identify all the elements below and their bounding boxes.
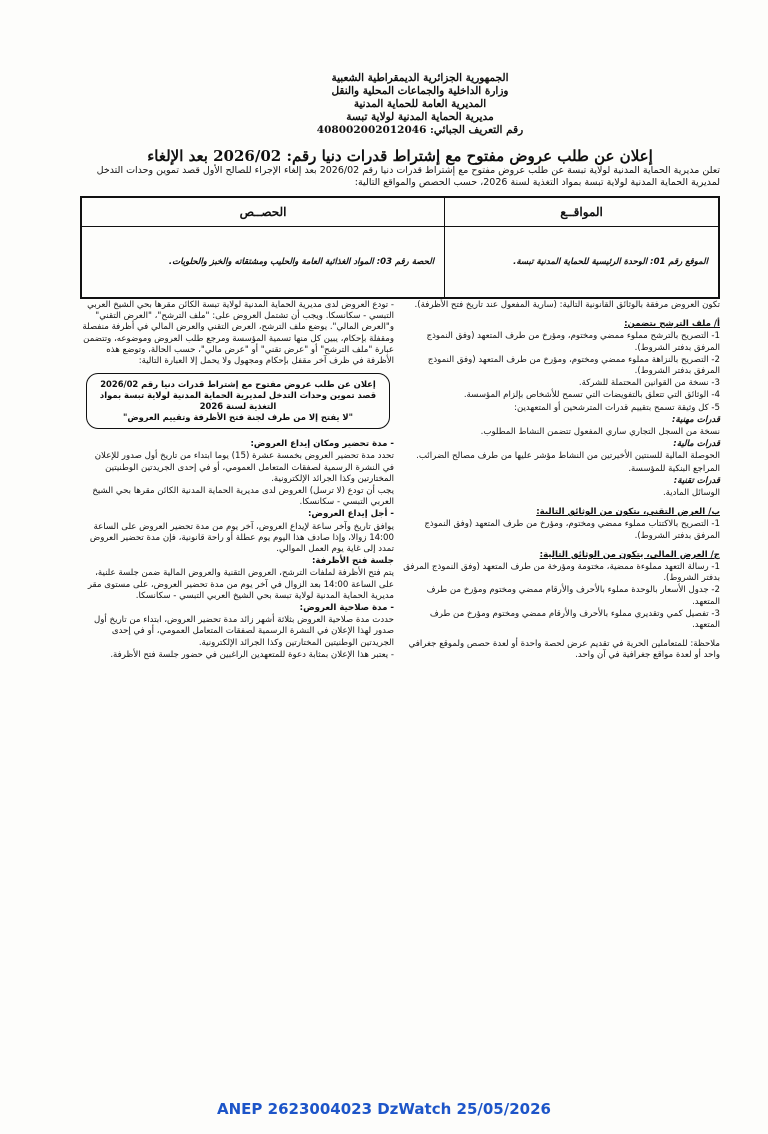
list-item: الوسائل المادية.: [662, 488, 720, 499]
notice-intro: تعلن مديرية الحماية المدنية لولاية تبسة عن طلب عروض مفتوح مع إشتراط قدرات دنيا رقم 2026/02 بعد إلغاء الإجراء للصالح الأول قصد تموين وحدات التدخل لمديرية الحماية المدنية لولاية تبسة بمواد التغذية لسنة 2026، حسب الحصص والمواقع التالية:: [96, 165, 720, 188]
list-item: الحوصلة المالية للسنتين الأخيرتين من النشاط مؤشر عليها من طرف مصالح الضرائب.: [416, 451, 720, 462]
list-item: 1- التصريح بالترشح مملوء ممضي ومختوم، ومؤرخ من طرف المتعهد (وفق النموذج المرفق بدفتر الشروط).: [426, 331, 720, 353]
submission-paragraph: - تودع العروض لدى مديرية الحماية المدنية لولاية تبسة الكائن مقرها بحي الشيخ العربي التبسي - سكانسكا. ويجب أن تشتمل العروض على: "ملف الترشح"، "العرض التقني" و"العرض المالي". يوضع ملف الترشح، العرض التقني والعرض المالي في أظرفة منفصلة ومقفلة بإحكام، يبين كل منها تسمية المؤسسة ومرجع طلب العروض وموضوعه، وتتضمن عبارة "ملف الترشح" أو "عرض تقني" أو "عرض مالي"، حسب الحالة، وتوضع هذه الأظرفة في ظرف آخر مقفل بإحكام ومجهول ولا يحمل إلا العبارة التالية:: [82, 300, 394, 367]
header-directorate-general: المديرية العامة للحماية المدنية: [353, 98, 487, 110]
sub-heading: قدرات تقنية:: [673, 475, 720, 486]
lots-table: [80, 196, 720, 299]
note: ملاحظة: للمتعاملين الحرية في تقديم عرض لحصة واحدة أو لعدة حصص ولموقع جغرافي واحد أو لعدة مواقع جغرافية في آن واحد.: [408, 639, 720, 661]
header-tax-id: رقم التعريف الجبائي: 408002002012046: [316, 124, 524, 136]
publication-footer: ANEP 2623004023 DzWatch 25/05/2026: [217, 1100, 551, 1118]
paragraph: يوافق تاريخ وآخر ساعة لإيداع العروض، آخر يوم من مدة تحضير العروض على الساعة 14:00 زوالا، وإذا صادف هذا اليوم يوم عطلة أو راحة قانونية، فإن مدة تحضير العروض تمدد إلى غاية يوم العمل الموالي.: [89, 521, 394, 555]
lot-cell: الحصة رقم 03: المواد الغذائية العامة والحليب ومشتقاته والخبز والحلويات.: [81, 227, 445, 299]
paragraph: - يعتبر هذا الإعلان بمثابة دعوة للمتعهدين الراغبين في حضور جلسة فتح الأظرفة.: [110, 649, 394, 660]
site-cell: الموقع رقم 01: الوحدة الرئيسية للحماية المدنية تبسة.: [445, 227, 719, 299]
section-heading: جلسة فتح الأظرفة:: [311, 556, 394, 567]
notice-title: إعلان عن طلب عروض مفتوح مع إشتراط قدرات دنيا رقم: 2026/02 بعد الإلغاء: [147, 147, 653, 165]
column-header-lots: الحصــص: [81, 197, 445, 227]
list-item: 2- جدول الأسعار بالوحدة مملوء بالأحرف والأرقام ممضي ومختوم ومؤرخ من طرف المتعهد.: [426, 585, 720, 607]
header-republic: الجمهورية الجزائرية الديمقراطية الشعبية: [331, 72, 509, 84]
list-item: 3- تفصيل كمي وتقديري مملوء بالأحرف والأرقام ممضي ومختوم ومؤرخ من طرف المتعهد.: [429, 608, 720, 631]
section-heading: ب/ العرض التقني، يتكون من الوثائق التالية:: [536, 507, 720, 518]
list-item: 2- التصريح بالنزاهة مملوء ممضي ومختوم، ومؤرخ من طرف المتعهد (وفق النموذج المرفق بدفتر الشروط).: [427, 354, 720, 377]
list-item: 5- كل وثيقة تسمح بتقييم قدرات المترشحين أو المتعهدين:: [514, 402, 720, 413]
paragraph: تحدد مدة تحضير العروض بخمسة عشرة (15) يوما ابتداء من تاريخ أول صدور للإعلان في النشرة الرسمية لصفقات المتعامل العمومي، أو في إحدى الجريدتين الوطنيتين المختارتين وكذا الجرائد الإلكترونية.: [94, 451, 394, 484]
section-heading: - أجل إيداع العروض:: [307, 509, 394, 520]
box-line: "لا يفتح إلا من طرف لجنة فتح الأظرفة وتقييم العروض": [122, 412, 354, 423]
list-item: نسخة من السجل التجاري ساري المفعول تتضمن النشاط المطلوب.: [480, 427, 720, 438]
right-column: [402, 300, 720, 663]
paragraph: يتم فتح الأظرفة لملفات الترشح، العروض التقنية والعروض المالية ضمن جلسة علنية، على الساعة 14:00 بعد الزوال في آخر يوم من مدة تحضير العروض، على مستوى مقر مديرية الحماية المدنية لولاية تبسة بحي الشيخ العربي التبسي - سكانسكا.: [87, 568, 394, 601]
section-heading: أ/ ملف الترشح يتضمن:: [624, 319, 720, 330]
box-line: قصد تموين وحدات التدخل لمديرية الحماية المدنية لولاية تبسة بمواد التغذية لسنة 2026: [99, 390, 377, 412]
sub-heading: قدرات مهنية:: [671, 414, 720, 425]
list-item: 3- نسخة من القوانين المحتملة للشركة.: [578, 378, 720, 389]
letterhead: [230, 72, 610, 137]
paragraph: يجب أن تودع (لا ترسل) العروض لدى مديرية الحماية المدنية الكائن مقرها بحي الشيخ العربي التبسي - سكانسكا.: [92, 486, 394, 508]
left-column: [82, 300, 394, 662]
list-item: 4- الوثائق التي تتعلق بالتفويضات التي تسمح للأشخاص بإلزام المؤسسة.: [463, 390, 720, 401]
docs-intro: تكون العروض مرفقة بالوثائق القانونية التالية: (سارية المفعول عند تاريخ فتح الأظرفة).: [414, 300, 720, 310]
section-heading: ج/ العرض المالي، يتكون من الوثائق التالية:: [539, 549, 720, 560]
header-directorate: مديرية الحماية المدنية لولاية تبسة: [346, 111, 494, 123]
header-ministry: وزارة الداخلية والجماعات المحلية والنقل: [331, 85, 509, 97]
list-item: 1- رسالة التعهد مملوءة ممضية، مختومة ومؤرخة من طرف المتعهد (وفق النموذج المرفق بدفتر الشروط).: [403, 562, 720, 584]
section-heading: - مدة صلاحية العروض:: [299, 603, 394, 614]
section-heading: - مدة تحضير ومكان إيداع العروض:: [250, 439, 394, 450]
column-header-sites: المواقــع: [445, 197, 719, 227]
list-item: 1- التصريح بالاكتتاب مملوء ممضي ومختوم، ومؤرخ من طرف المتعهد (وفق النموذج المرفق بدفتر الشروط).: [424, 519, 720, 541]
sub-heading: قدرات مالية:: [673, 439, 720, 450]
envelope-label-box: [86, 373, 390, 429]
paragraph: حددت مدة صلاحية العروض بثلاثة أشهر زائد مدة تحضير العروض، ابتداء من تاريخ أول صدور لهذا الإعلان في النشرة الرسمية لصفقات المتعامل العمومي، أو في إحدى الجريدتين الوطنيتين المختارتين وكذا الجرائد الإلكترونية.: [94, 615, 394, 648]
box-line: إعلان عن طلب عروض مفتوح مع إشتراط قدرات دنيا رقم 2026/02: [100, 379, 376, 390]
list-item: المراجع البنكية للمؤسسة.: [628, 463, 720, 474]
